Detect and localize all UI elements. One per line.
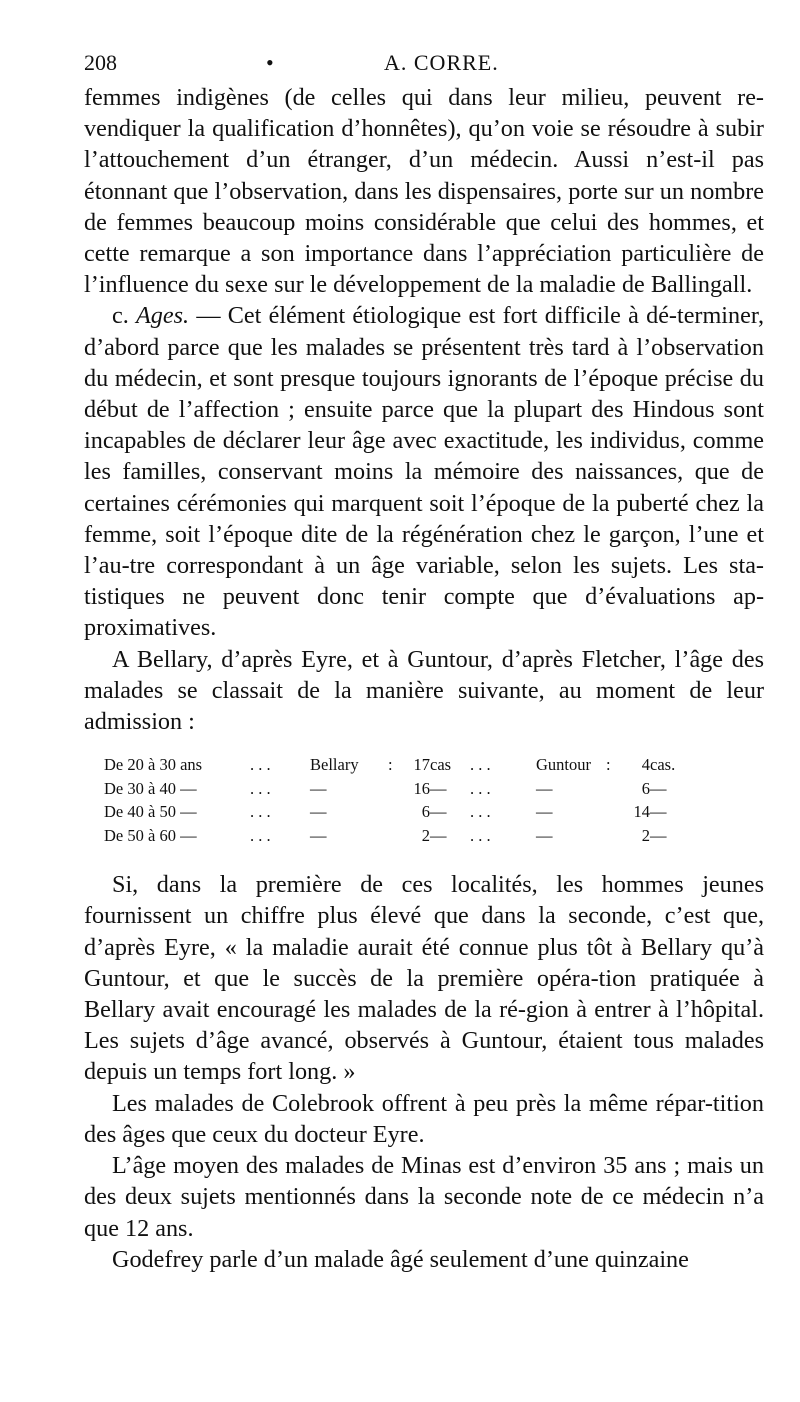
table-row — [104, 777, 684, 801]
table-cell-dots2: . . . — [470, 825, 491, 845]
table-cell-place2: — — [536, 802, 553, 822]
table-cell-n2: 2 — [641, 825, 650, 845]
table-cell-place1: — — [310, 825, 327, 845]
paragraph-text: L’âge moyen des malades de Minas est d’environ 35 ans ; mais un des deux sujets mentionnés dans la seconde note de ce médecin n’a que 12 ans. — [84, 1152, 764, 1242]
table-row — [104, 824, 684, 848]
table-cell-dots2: . . . — [470, 802, 491, 822]
table-cell-colon1 — [388, 800, 402, 824]
table-cell-dots1: . . . — [250, 802, 271, 822]
table-cell-place1: — — [310, 802, 327, 822]
running-head — [84, 50, 764, 82]
table-cell-colon1 — [388, 824, 402, 848]
book-page — [84, 50, 764, 1275]
table-cell-colon2: : — [606, 755, 611, 775]
table-cell-colon1: : — [388, 755, 393, 775]
table-cell-n1: 6 — [421, 802, 430, 822]
italic-text: Ages. — [136, 302, 190, 330]
table-cell-colon2 — [606, 800, 626, 824]
table-row — [104, 753, 684, 777]
table-cell-unit2: cas. — [650, 755, 676, 775]
table-cell-place2: — — [536, 778, 553, 798]
table-cell-unit2: — — [650, 778, 667, 798]
table-cell-range: De 20 à 30 ans — [104, 755, 203, 775]
body-text-after-table — [84, 869, 764, 1275]
table-cell-unit2: — — [650, 802, 667, 822]
table-cell-place1: — — [310, 778, 327, 798]
paragraph-text: Les malades de Colebrook offrent à peu près la même répar-tition des âges que ceux du docteur Eyre. — [84, 1089, 764, 1148]
running-head-author: A. CORRE. — [384, 50, 499, 75]
table-cell-range: De 40 à 50 — — [104, 802, 197, 822]
table-cell-n2: 14 — [633, 802, 650, 822]
page-number: 208 — [84, 50, 117, 75]
paragraph — [84, 82, 764, 300]
table-cell-unit1: — — [430, 825, 447, 845]
table-cell-unit2: — — [650, 825, 667, 845]
table-cell-n1: 2 — [421, 825, 430, 845]
table-cell-unit1: — — [430, 778, 447, 798]
paragraph-text: Si, dans la première de ces localités, les hommes jeunes fournissent un chiffre plus élevé que dans la seconde, c’est que, d’après Eyre, « la maladie aurait été connue plus tôt à Bellary qu’à Guntour, et que le succès de la première opéra-tion pratiquée à Bellary avait encouragé les malades de la ré-gion à entrer à l’hôpital. Les sujets d’âge avancé, observés à Guntour, étaient tous malades depuis un temps fort long. » — [84, 871, 764, 1086]
paragraph — [84, 1150, 764, 1244]
table-cell-place2: Guntour — [536, 755, 591, 775]
paragraph — [84, 1244, 764, 1275]
paragraph-text: — Cet élément étiologique est fort difficile à dé-terminer, d’abord parce que les malades se présentent très tard à l’observation du médecin, et sont presque toujours ignorants de l’époque précise du début de l’affection ; ensuite parce que la plupart des Hindous sont incapables de déclarer leur âge avec exactitude, les individus, comme les familles, conservant moins la mémoire des naissances, que de certaines cérémonies qui marquent soit l’époque de la puberté chez la femme, soit l’époque dite de la régénération chez le garçon, l’une et l’au-tre correspondant à un âge variable, selon les sujets. Les sta-tistiques ne peuvent donc tenir compte que d’évaluations ap-proximatives. — [84, 302, 764, 642]
table-cell-n1: 16 — [413, 778, 430, 798]
age-table — [104, 753, 684, 847]
table-cell-colon1 — [388, 777, 402, 801]
table-cell-dots1: . . . — [250, 755, 271, 775]
table-cell-n2: 6 — [641, 778, 650, 798]
table-cell-range: De 50 à 60 — — [104, 825, 197, 845]
table-cell-colon2 — [606, 824, 626, 848]
header-dot: • — [266, 50, 274, 75]
table-cell-n1: 17 — [413, 755, 430, 775]
body-text-before-table — [84, 82, 764, 737]
table-row — [104, 800, 684, 824]
table-cell-dots2: . . . — [470, 755, 491, 775]
paragraph — [84, 1088, 764, 1150]
table-cell-dots1: . . . — [250, 825, 271, 845]
paragraph — [84, 300, 764, 643]
table-cell-place2: — — [536, 825, 553, 845]
table-cell-n2: 4 — [641, 755, 650, 775]
paragraph — [84, 644, 764, 738]
paragraph-text: Godefrey parle d’un malade âgé seulement d’une quinzaine — [112, 1245, 689, 1273]
paragraph-text: A Bellary, d’après Eyre, et à Guntour, d’après Fletcher, l’âge des malades se classait de la manière suivante, au moment de leur admission : — [84, 645, 764, 736]
table-cell-place1: Bellary — [310, 755, 359, 775]
table-cell-unit1: cas — [430, 755, 452, 775]
table-cell-range: De 30 à 40 — — [104, 778, 197, 798]
table-cell-dots2: . . . — [470, 778, 491, 798]
table-cell-unit1: — — [430, 802, 447, 822]
paragraph-text: c. — [112, 302, 137, 330]
paragraph-text: femmes indigènes (de celles qui dans leur milieu, peuvent re-vendiquer la qualification d’honnêtes), qu’on voie se résoudre à subir l’attouchement d’un étranger, d’un médecin. Aussi n’est-il pas étonnant que l’observation, dans les dispensaires, porte sur un nombre de femmes beaucoup moins considérable que celui des hommes, et cette remarque a son importance dans l’appréciation particulière de l’influence du sexe sur le développement de la maladie de Ballingall. — [84, 84, 764, 299]
paragraph — [84, 869, 764, 1087]
table-cell-colon2 — [606, 777, 626, 801]
table-cell-dots1: . . . — [250, 778, 271, 798]
